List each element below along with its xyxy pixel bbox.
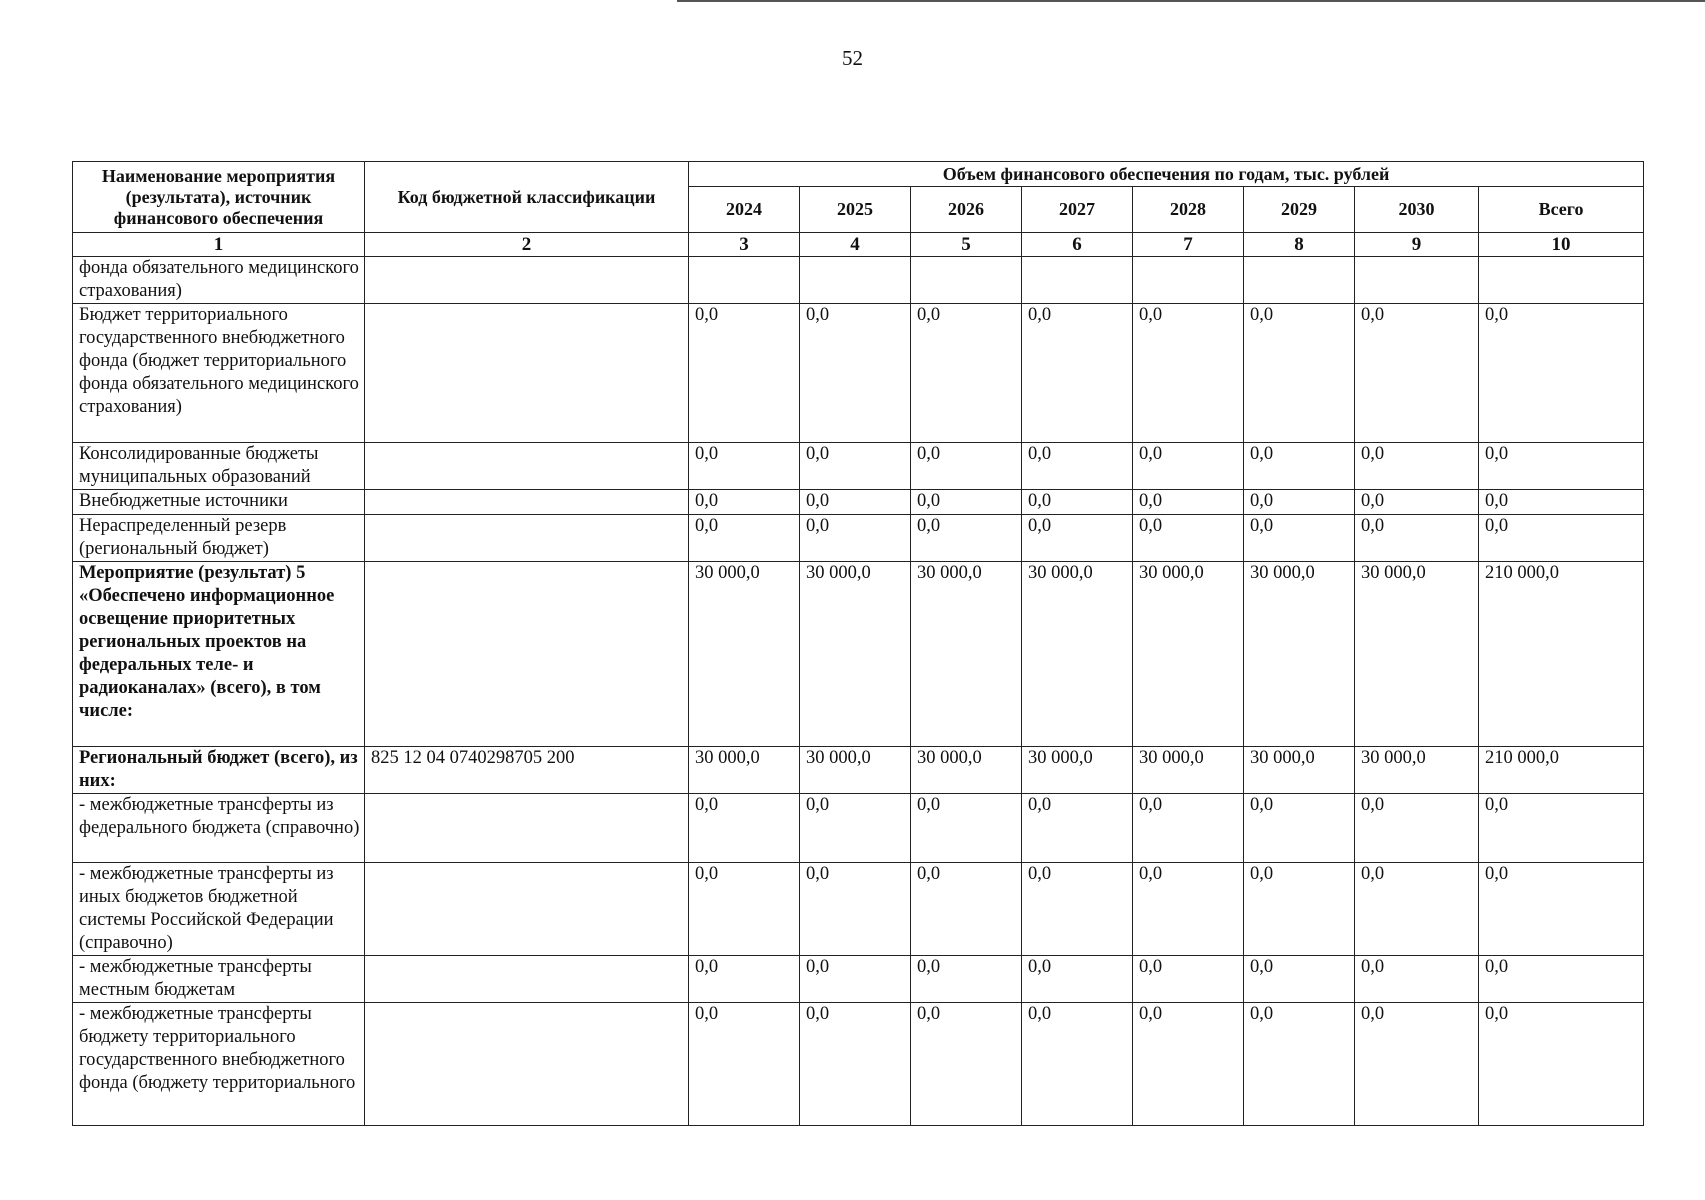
row-value-year: 0,0 — [800, 490, 911, 515]
row-name: - межбюджетные трансферты местным бюджетам — [73, 956, 365, 1003]
row-value-total: 0,0 — [1479, 1003, 1644, 1126]
row-value-total: 0,0 — [1479, 956, 1644, 1003]
row-value-year: 0,0 — [689, 1003, 800, 1126]
row-value-year: 0,0 — [911, 1003, 1022, 1126]
row-value-year: 0,0 — [800, 863, 911, 956]
row-value-year: 0,0 — [689, 443, 800, 490]
row-value-year: 0,0 — [911, 443, 1022, 490]
row-value-year: 0,0 — [911, 490, 1022, 515]
row-value-year: 0,0 — [911, 515, 1022, 562]
row-budget-code — [365, 515, 689, 562]
row-value-year — [1244, 257, 1355, 304]
row-value-year: 0,0 — [689, 794, 800, 863]
header-volume: Объем финансового обеспечения по годам, тыс. рублей — [689, 162, 1644, 187]
row-value-year: 0,0 — [1022, 794, 1133, 863]
row-value-year: 0,0 — [689, 863, 800, 956]
row-value-year: 0,0 — [1133, 1003, 1244, 1126]
row-value-total: 0,0 — [1479, 443, 1644, 490]
row-name: - межбюджетные трансферты бюджету территориального государственного внебюджетного фонда (бюджету территориального — [73, 1003, 365, 1126]
table-row — [73, 747, 1644, 794]
row-value-year: 0,0 — [689, 304, 800, 443]
row-value-year — [1355, 257, 1479, 304]
row-budget-code — [365, 304, 689, 443]
row-value-year: 0,0 — [1355, 304, 1479, 443]
row-value-year: 0,0 — [911, 794, 1022, 863]
row-value-total — [1479, 257, 1644, 304]
row-value-total: 0,0 — [1479, 863, 1644, 956]
row-name: Внебюджетные источники — [73, 490, 365, 515]
row-value-total: 0,0 — [1479, 515, 1644, 562]
column-number: 1 — [73, 233, 365, 257]
row-value-year: 30 000,0 — [689, 562, 800, 747]
row-value-year: 0,0 — [911, 956, 1022, 1003]
row-value-year: 0,0 — [1244, 443, 1355, 490]
row-value-year: 30 000,0 — [1133, 562, 1244, 747]
row-value-total: 0,0 — [1479, 794, 1644, 863]
row-value-year: 0,0 — [1355, 794, 1479, 863]
row-value-year: 0,0 — [1133, 304, 1244, 443]
row-value-year: 0,0 — [800, 1003, 911, 1126]
row-name: фонда обязательного медицинского страхования) — [73, 257, 365, 304]
row-value-year: 0,0 — [1022, 443, 1133, 490]
row-name: Региональный бюджет (всего), из них: — [73, 747, 365, 794]
row-value-year: 0,0 — [1022, 956, 1133, 1003]
row-value-year: 0,0 — [1133, 443, 1244, 490]
row-value-year: 0,0 — [689, 956, 800, 1003]
row-value-year: 30 000,0 — [689, 747, 800, 794]
row-value-year: 30 000,0 — [800, 562, 911, 747]
row-value-total: 0,0 — [1479, 490, 1644, 515]
row-value-year: 30 000,0 — [911, 562, 1022, 747]
row-value-year: 0,0 — [800, 304, 911, 443]
column-number: 10 — [1479, 233, 1644, 257]
row-budget-code — [365, 490, 689, 515]
row-value-year: 0,0 — [1355, 956, 1479, 1003]
row-value-year: 0,0 — [1355, 863, 1479, 956]
header-year: 2028 — [1133, 187, 1244, 233]
row-value-year: 0,0 — [1244, 1003, 1355, 1126]
row-budget-code — [365, 1003, 689, 1126]
row-value-year — [911, 257, 1022, 304]
row-value-year: 30 000,0 — [911, 747, 1022, 794]
row-value-year: 0,0 — [1355, 443, 1479, 490]
row-value-total: 210 000,0 — [1479, 562, 1644, 747]
row-budget-code — [365, 257, 689, 304]
row-value-year: 0,0 — [1355, 515, 1479, 562]
table-row — [73, 257, 1644, 304]
header-code: Код бюджетной классификации — [365, 162, 689, 233]
row-value-year: 30 000,0 — [1244, 562, 1355, 747]
row-value-year: 0,0 — [800, 956, 911, 1003]
row-value-year: 0,0 — [1244, 304, 1355, 443]
row-value-year — [689, 257, 800, 304]
row-value-year: 0,0 — [689, 490, 800, 515]
column-number: 2 — [365, 233, 689, 257]
row-value-year: 0,0 — [1355, 1003, 1479, 1126]
header-name: Наименование мероприятия (результата), источник финансового обеспечения — [73, 162, 365, 233]
row-value-year: 0,0 — [1022, 515, 1133, 562]
row-value-year: 0,0 — [911, 863, 1022, 956]
row-value-year: 30 000,0 — [1244, 747, 1355, 794]
table-row — [73, 1003, 1644, 1126]
column-number: 7 — [1133, 233, 1244, 257]
row-value-year — [1133, 257, 1244, 304]
row-value-year: 0,0 — [1133, 956, 1244, 1003]
column-number: 3 — [689, 233, 800, 257]
row-value-total: 210 000,0 — [1479, 747, 1644, 794]
header-year: 2027 — [1022, 187, 1133, 233]
column-number: 9 — [1355, 233, 1479, 257]
scan-top-rule — [677, 0, 1705, 2]
table-row — [73, 956, 1644, 1003]
row-name: Мероприятие (результат) 5 «Обеспечено информационное освещение приоритетных региональных проектов на федеральных теле- и радиоканалах» (всего), в том числе: — [73, 562, 365, 747]
table-body — [73, 257, 1644, 1126]
row-value-year: 0,0 — [1355, 490, 1479, 515]
row-value-year: 0,0 — [1133, 863, 1244, 956]
table-row — [73, 794, 1644, 863]
row-name: Нераспределенный резерв (региональный бюджет) — [73, 515, 365, 562]
row-budget-code — [365, 956, 689, 1003]
row-value-total: 0,0 — [1479, 304, 1644, 443]
table-row — [73, 863, 1644, 956]
table-row — [73, 515, 1644, 562]
row-budget-code — [365, 443, 689, 490]
column-number: 5 — [911, 233, 1022, 257]
row-value-year: 0,0 — [1022, 863, 1133, 956]
row-value-year: 0,0 — [1022, 304, 1133, 443]
row-name: - межбюджетные трансферты из федерального бюджета (справочно) — [73, 794, 365, 863]
row-name: - межбюджетные трансферты из иных бюджетов бюджетной системы Российской Федерации (справочно) — [73, 863, 365, 956]
column-number: 6 — [1022, 233, 1133, 257]
row-value-year: 0,0 — [1244, 490, 1355, 515]
row-budget-code — [365, 794, 689, 863]
row-value-year: 30 000,0 — [1133, 747, 1244, 794]
table-row — [73, 490, 1644, 515]
column-number: 8 — [1244, 233, 1355, 257]
row-name: Консолидированные бюджеты муниципальных образований — [73, 443, 365, 490]
row-name: Бюджет территориального государственного внебюджетного фонда (бюджет территориального фонда обязательного медицинского страхования) — [73, 304, 365, 443]
row-value-year — [800, 257, 911, 304]
row-value-year: 0,0 — [800, 515, 911, 562]
row-budget-code — [365, 863, 689, 956]
header-year: 2026 — [911, 187, 1022, 233]
row-value-year: 0,0 — [1244, 515, 1355, 562]
row-value-year: 0,0 — [1022, 490, 1133, 515]
row-value-year: 0,0 — [1244, 794, 1355, 863]
page-number: 52 — [842, 46, 863, 70]
row-value-year: 0,0 — [800, 794, 911, 863]
row-value-year: 0,0 — [1244, 956, 1355, 1003]
header-total: Всего — [1479, 187, 1644, 233]
row-value-year — [1022, 257, 1133, 304]
row-value-year: 0,0 — [1133, 515, 1244, 562]
header-year: 2025 — [800, 187, 911, 233]
row-value-year: 0,0 — [800, 443, 911, 490]
row-value-year: 0,0 — [1133, 490, 1244, 515]
row-value-year: 30 000,0 — [800, 747, 911, 794]
table-row — [73, 443, 1644, 490]
table-row — [73, 304, 1644, 443]
row-budget-code: 825 12 04 0740298705 200 — [365, 747, 689, 794]
row-value-year: 30 000,0 — [1355, 747, 1479, 794]
row-budget-code — [365, 562, 689, 747]
row-value-year: 30 000,0 — [1022, 562, 1133, 747]
row-value-year: 0,0 — [1022, 1003, 1133, 1126]
table-row — [73, 562, 1644, 747]
header-year: 2029 — [1244, 187, 1355, 233]
row-value-year: 0,0 — [911, 304, 1022, 443]
row-value-year: 0,0 — [1244, 863, 1355, 956]
row-value-year: 30 000,0 — [1022, 747, 1133, 794]
financing-table — [72, 161, 1644, 1126]
column-number: 4 — [800, 233, 911, 257]
header-year: 2030 — [1355, 187, 1479, 233]
row-value-year: 30 000,0 — [1355, 562, 1479, 747]
row-value-year: 0,0 — [689, 515, 800, 562]
column-number-row — [73, 233, 1644, 257]
row-value-year: 0,0 — [1133, 794, 1244, 863]
header-year: 2024 — [689, 187, 800, 233]
